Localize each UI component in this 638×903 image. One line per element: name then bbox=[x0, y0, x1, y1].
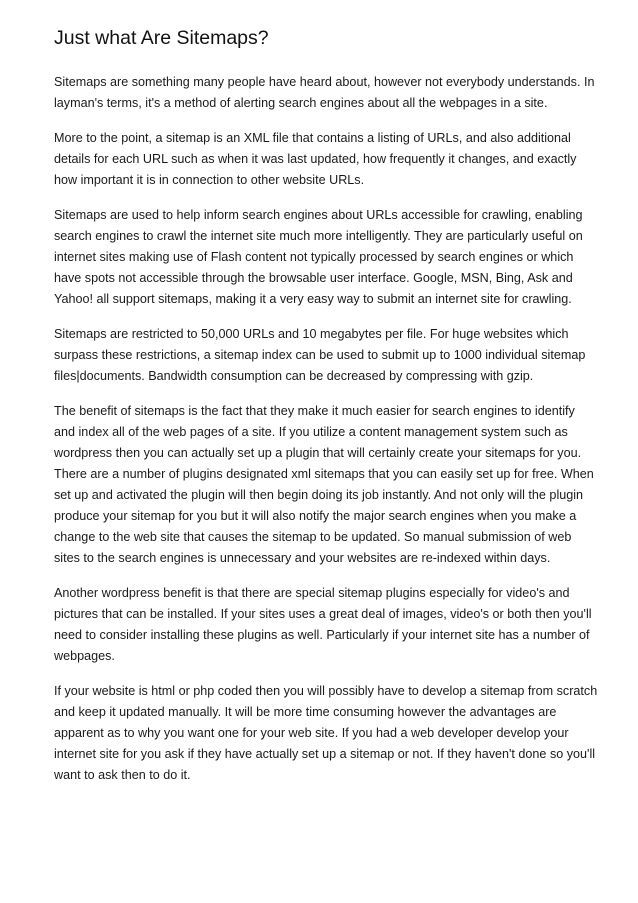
paragraph-7: If your website is html or php coded then you will possibly have to develop a sitemap from scratch and keep it updated manually. It will be more time consuming however the advantages are apparent as to why you want one for your web site. If you had a web developer develop your internet site for you ask if they have actually set up a sitemap or not. If they haven't done so you'll want to ask then to do it. bbox=[54, 684, 598, 782]
paragraph-5: The benefit of sitemaps is the fact that they make it much easier for search engines to identify and index all of the web pages of a site. If you utilize a content management system such as wordpress then you can actually set up a plugin that will certainly create your sitemaps for you. There are a number of plugins designated xml sitemaps that you can easily set up for free. When set up and activated the plugin will then begin doing its job instantly. And not only will the plugin produce your sitemap for you but it will also notify the major search engines when you make a change to the web site that causes the sitemap to be updated. So manual submission of web sites to the search engines is unnecessary and your websites are re-indexed within days. bbox=[54, 404, 594, 565]
paragraph-6: Another wordpress benefit is that there are special sitemap plugins especially for video's and pictures that can be installed. If your sites uses a great deal of images, video's or both then you'll need to consider installing these plugins as well. Particularly if your internet site has a number of webpages. bbox=[54, 586, 592, 663]
document-title: Just what Are Sitemaps? bbox=[54, 27, 269, 49]
paragraph-4: Sitemaps are restricted to 50,000 URLs and 10 megabytes per file. For huge websites which surpass these restrictions, a sitemap index can be used to submit up to 1000 individual sitemap files|documents. Bandwidth consumption can be decreased by compressing with gzip. bbox=[54, 327, 586, 383]
paragraph-3: Sitemaps are used to help inform search engines about URLs accessible for crawling, enabling search engines to crawl the internet site much more intelligently. They are particularly useful on internet sites making use of Flash content not typically processed by search engines or which have spots not accessible through the browsable user interface. Google, MSN, Bing, Ask and Yahoo! all support sitemaps, making it a very easy way to submit an internet site for crawling. bbox=[54, 208, 583, 306]
paragraph-1: Sitemaps are something many people have heard about, however not everybody understands. In layman's terms, it's a method of alerting search engines about all the webpages in a site. bbox=[54, 75, 595, 110]
paragraph-2: More to the point, a sitemap is an XML file that contains a listing of URLs, and also additional details for each URL such as when it was last updated, how frequently it changes, and exactly how important it is in connection to other website URLs. bbox=[54, 131, 577, 187]
